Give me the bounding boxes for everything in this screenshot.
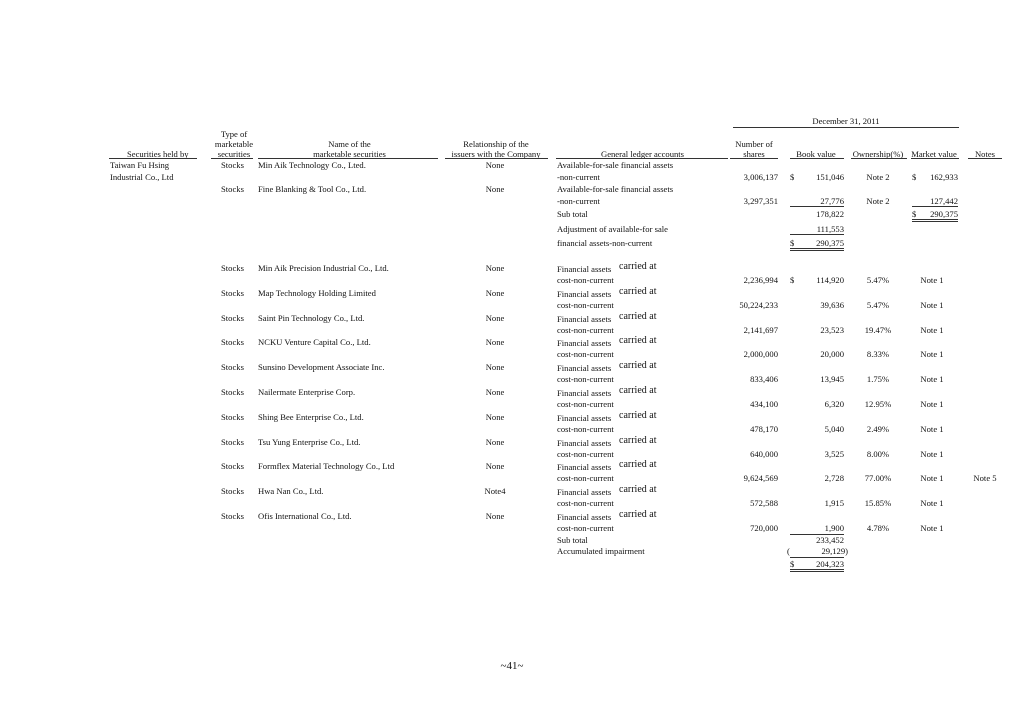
relationship-cell: None [485,412,505,422]
subtotal-book-value: 178,822 [816,209,844,219]
adjustment-value: 111,553 [816,224,844,234]
ledger-cell-l2: cost-non-current [557,325,614,335]
book-value-cell: 6,320 [824,399,844,409]
ownership-cell: 1.75% [866,374,890,384]
market-value-cell: 162,933 [930,172,958,182]
book-value-cell: 2,728 [824,473,844,483]
relationship-cell: None [485,184,505,194]
total-book-value: 204,323 [816,559,844,569]
security-name-cell: Nailermate Enterprise Corp. [258,387,356,397]
ownership-cell: 8.00% [866,449,890,459]
market-value-cell: Note 1 [920,449,944,459]
type-cell: Stocks [221,184,244,194]
market-value-cell: Note 1 [920,523,944,533]
ledger-cell-l1: Financial assets [557,388,612,398]
shares-cell: 478,170 [750,424,778,434]
book-value-cell: 1,915 [824,498,844,508]
header-held-by: Securities held by [127,149,189,159]
shares-cell: 434,100 [750,399,778,409]
book-value-cell: 151,046 [816,172,844,182]
ownership-cell: 15.85% [864,498,892,508]
shares-cell: 3,006,137 [743,172,778,182]
double-rule [790,248,844,249]
ledger-cell-l1-large: carried at [619,311,657,322]
type-cell: Stocks [221,263,244,273]
ledger-cell-l1-large: carried at [619,385,657,396]
relationship-cell: None [485,313,505,323]
market-value-cell: Note 1 [920,275,944,285]
ownership-cell: 4.78% [866,523,890,533]
shares-cell: 2,000,000 [743,349,778,359]
period-underline [733,127,959,128]
ledger-cell-l2: -non-current [557,196,600,206]
header-rule [730,158,778,159]
ledger-cell-l1: Financial assets [557,462,612,472]
header-rel-l1: Relationship of the [463,139,529,149]
ledger-cell-l1-large: carried at [619,335,657,346]
ledger-cell-l2: cost-non-current [557,300,614,310]
security-name-cell: Min Aik Precision Industrial Co., Ltd. [258,263,389,273]
sum-rule [790,234,844,235]
market-value-cell: Note 1 [920,498,944,508]
subtotal-label: Sub total [557,535,588,545]
type-cell: Stocks [221,337,244,347]
ledger-cell-l1: Financial assets [557,512,612,522]
ownership-cell: 5.47% [866,300,890,310]
book-value-cell: 39,636 [820,300,844,310]
ledger-cell-l2: cost-non-current [557,473,614,483]
header-market: Market value [911,149,957,159]
double-rule [790,571,844,572]
ownership-cell: 77.00% [864,473,892,483]
shares-cell: 720,000 [750,523,778,533]
double-rule [790,250,844,251]
market-value-cell: Note 1 [920,300,944,310]
header-book: Book value [796,149,836,159]
security-name-cell: Sunsino Development Associate Inc. [258,362,385,372]
security-name-cell: Min Aik Technology Co., Lted. [258,160,366,170]
ledger-cell-l1-large: carried at [619,410,657,421]
ownership-cell: Note 2 [866,172,890,182]
header-type-l3: securities [217,149,251,159]
type-cell: Stocks [221,412,244,422]
header-rule [211,158,253,159]
currency-symbol: $ [912,209,917,219]
ledger-cell-l1-large: carried at [619,435,657,446]
ledger-cell-l1-large: carried at [619,484,657,495]
ownership-cell: Note 2 [866,196,890,206]
double-rule [912,219,958,220]
impairment-label: Accumulated impairment [557,546,645,556]
book-value-cell: 114,920 [816,275,844,285]
period-header: December 31, 2011 [812,116,880,126]
adjustment-label: Adjustment of available-for sale [557,224,668,234]
currency-symbol: $ [790,559,795,569]
header-rule [258,158,438,159]
market-value-cell: Note 1 [920,424,944,434]
total-book-value: 290,375 [816,238,844,248]
market-value-cell: Note 1 [920,325,944,335]
relationship-cell: None [485,437,505,447]
shares-cell: 2,141,697 [743,325,778,335]
market-value-cell: Note 1 [920,399,944,409]
ownership-cell: 5.47% [866,275,890,285]
ledger-cell-l2: cost-non-current [557,523,614,533]
header-shares-l2: shares [743,149,765,159]
security-name-cell: Fine Blanking & Tool Co., Ltd. [258,184,367,194]
header-rule [445,158,548,159]
shares-cell: 640,000 [750,449,778,459]
shares-cell: 3,297,351 [743,196,778,206]
open-paren: ( [787,546,790,556]
book-value-cell: 1,900 [824,523,844,533]
shares-cell: 50,224,233 [739,300,778,310]
relationship-cell: None [485,362,505,372]
header-shares-l1: Number of [735,139,773,149]
subtotal-market-value: 290,375 [930,209,958,219]
holder-name-l1: Taiwan Fu Hsing [110,160,170,170]
security-name-cell: Ofis International Co., Ltd. [258,511,352,521]
header-rule [109,158,197,159]
security-name-cell: Map Technology Holding Limited [258,288,376,298]
currency-symbol: $ [790,172,795,182]
sum-rule [790,557,844,558]
header-rule [851,158,907,159]
security-name-cell: Saint Pin Technology Co., Ltd. [258,313,365,323]
relationship-cell: None [485,160,505,170]
ownership-cell: 19.47% [864,325,892,335]
ledger-cell-l1: Financial assets [557,264,612,274]
ledger-cell-l2: cost-non-current [557,498,614,508]
currency-symbol: $ [912,172,917,182]
header-rule [968,158,1002,159]
header-notes: Notes [974,149,996,159]
book-value-cell: 3,525 [824,449,844,459]
type-cell: Stocks [221,387,244,397]
header-type-l1: Type of [220,129,248,139]
ledger-cell-l1: Financial assets [557,487,612,497]
type-cell: Stocks [221,511,244,521]
subtotal-label: Sub total [557,209,588,219]
ledger-cell-l2: cost-non-current [557,275,614,285]
relationship-cell: None [485,263,505,273]
market-value-cell: 127,442 [930,196,958,206]
ownership-cell: 2.49% [866,424,890,434]
ledger-cell-l1: Financial assets [557,338,612,348]
total-label: financial assets-non-current [557,238,653,248]
security-name-cell: Tsu Yung Enterprise Co., Ltd. [258,437,361,447]
relationship-cell: None [485,288,505,298]
currency-symbol: $ [790,275,795,285]
shares-cell: 833,406 [750,374,778,384]
shares-cell: 9,624,569 [743,473,778,483]
book-value-cell: 20,000 [820,349,844,359]
relationship-cell: None [485,337,505,347]
holder-name-l2: Industrial Co., Ltd [110,172,174,182]
subtotal-book-value: 233,452 [816,535,844,545]
header-type-l2: marketable [214,139,254,149]
ledger-cell-l1: Available-for-sale financial assets [557,160,674,170]
ledger-cell-l2: cost-non-current [557,374,614,384]
ledger-cell-l2: cost-non-current [557,424,614,434]
market-value-cell: Note 1 [920,473,944,483]
header-ledger: General ledger accounts [600,149,685,159]
header-rule [790,158,844,159]
header-rel-l2: issuers with the Company [451,149,541,159]
security-name-cell: Formflex Material Technology Co., Ltd [258,461,395,471]
book-value-cell: 23,523 [820,325,844,335]
ledger-cell-l1-large: carried at [619,286,657,297]
header-ownership: Ownership(%) [852,149,904,159]
double-rule [912,221,958,222]
book-value-cell: 13,945 [820,374,844,384]
ledger-cell-l1: Available-for-sale financial assets [557,184,674,194]
ledger-cell-l1-large: carried at [619,509,657,520]
market-value-cell: Note 1 [920,374,944,384]
header-name-l2: marketable securities [313,149,386,159]
header-rule [556,158,728,159]
security-name-cell: Hwa Nan Co., Ltd. [258,486,324,496]
ledger-cell-l1: Financial assets [557,438,612,448]
ledger-cell-l2: -non-current [557,172,600,182]
ledger-cell-l1-large: carried at [619,360,657,371]
relationship-cell: Note4 [484,486,506,496]
page-number: ~41~ [500,660,524,672]
ledger-cell-l2: cost-non-current [557,399,614,409]
header-rule [911,158,959,159]
relationship-cell: None [485,511,505,521]
security-name-cell: NCKU Venture Capital Co., Ltd. [258,337,371,347]
ledger-cell-l1: Financial assets [557,413,612,423]
book-value-cell: 5,040 [824,424,844,434]
ledger-cell-l1: Financial assets [557,363,612,373]
type-cell: Stocks [221,313,244,323]
ledger-cell-l2: cost-non-current [557,449,614,459]
ownership-cell: 8.33% [866,349,890,359]
ownership-cell: 12.95% [864,399,892,409]
type-cell: Stocks [221,437,244,447]
sum-rule [912,206,958,207]
market-value-cell: Note 1 [920,349,944,359]
type-cell: Stocks [221,288,244,298]
impairment-value: 29,129) [821,546,848,556]
shares-cell: 572,588 [750,498,778,508]
currency-symbol: $ [790,238,795,248]
ledger-cell-l1-large: carried at [619,459,657,470]
header-name-l1: Name of the [328,139,371,149]
relationship-cell: None [485,461,505,471]
type-cell: Stocks [221,362,244,372]
shares-cell: 2,236,994 [743,275,778,285]
ledger-cell-l1: Financial assets [557,314,612,324]
sum-rule [790,206,844,207]
security-name-cell: Shing Bee Enterprise Co., Ltd. [258,412,364,422]
notes-cell: Note 5 [973,473,997,483]
ledger-cell-l1-large: carried at [619,261,657,272]
relationship-cell: None [485,387,505,397]
ledger-cell-l2: cost-non-current [557,349,614,359]
ledger-cell-l1: Financial assets [557,289,612,299]
book-value-cell: 27,776 [820,196,844,206]
type-cell: Stocks [221,461,244,471]
type-cell: Stocks [221,486,244,496]
double-rule [790,569,844,570]
type-cell: Stocks [221,160,244,170]
